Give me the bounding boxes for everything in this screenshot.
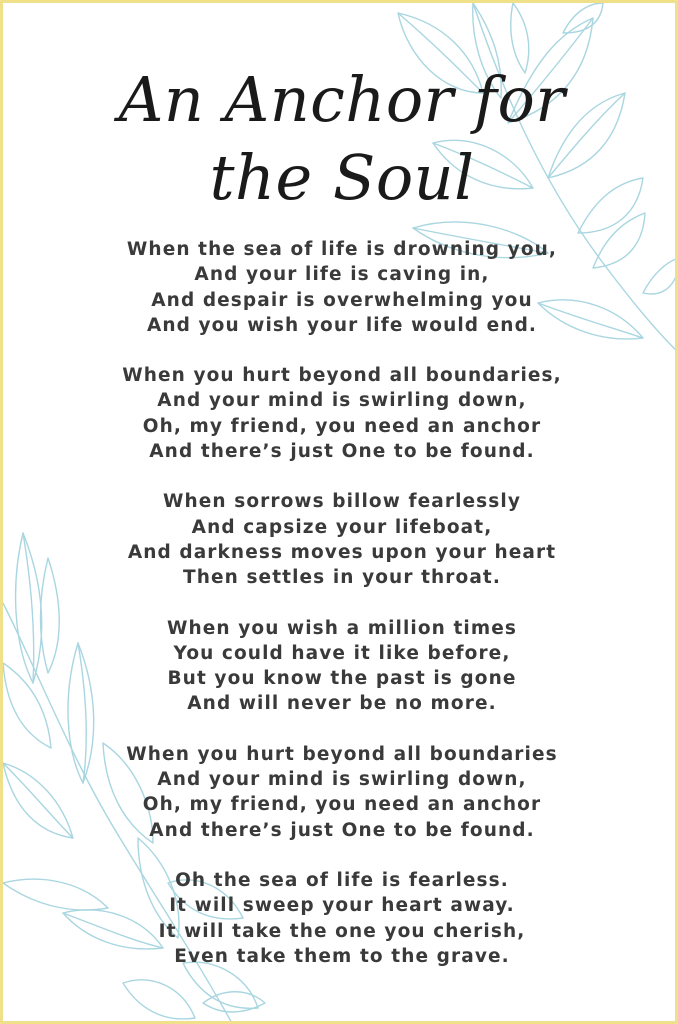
poem-line: It will sweep your heart away. — [169, 895, 515, 917]
poem-line: And despair is overwhelming you — [151, 289, 533, 311]
poem-line: Then settles in your throat. — [183, 567, 501, 589]
poem-line: And your life is caving in, — [194, 264, 490, 286]
poem-line: When you hurt beyond all boundaries — [126, 743, 558, 765]
poem-line: And darkness moves upon your heart — [127, 541, 557, 563]
poem-line: And you wish your life would end. — [146, 314, 538, 336]
poem-line: Oh, my friend, you need an anchor — [142, 794, 542, 816]
poem-line: You could have it like before, — [173, 642, 511, 664]
title-line-1: An Anchor for — [118, 63, 566, 136]
stanza-6 — [3, 868, 678, 969]
poem-line: When you wish a million times — [167, 617, 517, 639]
stanza-5 — [3, 742, 678, 843]
poem-line: And there’s just One to be found. — [149, 441, 535, 463]
title-line-2: the Soul — [209, 141, 475, 214]
poem-line: Oh the sea of life is fearless. — [175, 869, 509, 891]
poem-body — [3, 237, 678, 994]
poem-line: And will never be no more. — [187, 693, 497, 715]
poem-line: It will take the one you cherish, — [158, 920, 526, 942]
poem-line: When you hurt beyond all boundaries, — [122, 365, 562, 387]
poem-line: And capsize your lifeboat, — [191, 516, 493, 538]
poem-line: When sorrows billow fearlessly — [163, 491, 521, 513]
poem-line: But you know the past is gone — [167, 668, 517, 690]
poem-line: Oh, my friend, you need an anchor — [142, 415, 542, 437]
poem-line: Even take them to the grave. — [174, 945, 510, 967]
stanza-4 — [3, 616, 678, 717]
poem-line: And there’s just One to be found. — [149, 819, 535, 841]
poem-title — [3, 61, 678, 217]
stanza-2 — [3, 363, 678, 464]
stanza-1 — [3, 237, 678, 338]
stanza-3 — [3, 489, 678, 590]
poem-line: When the sea of life is drowning you, — [126, 239, 558, 260]
poem-line: And your mind is swirling down, — [157, 390, 527, 412]
poem-line: And your mind is swirling down, — [157, 769, 527, 791]
